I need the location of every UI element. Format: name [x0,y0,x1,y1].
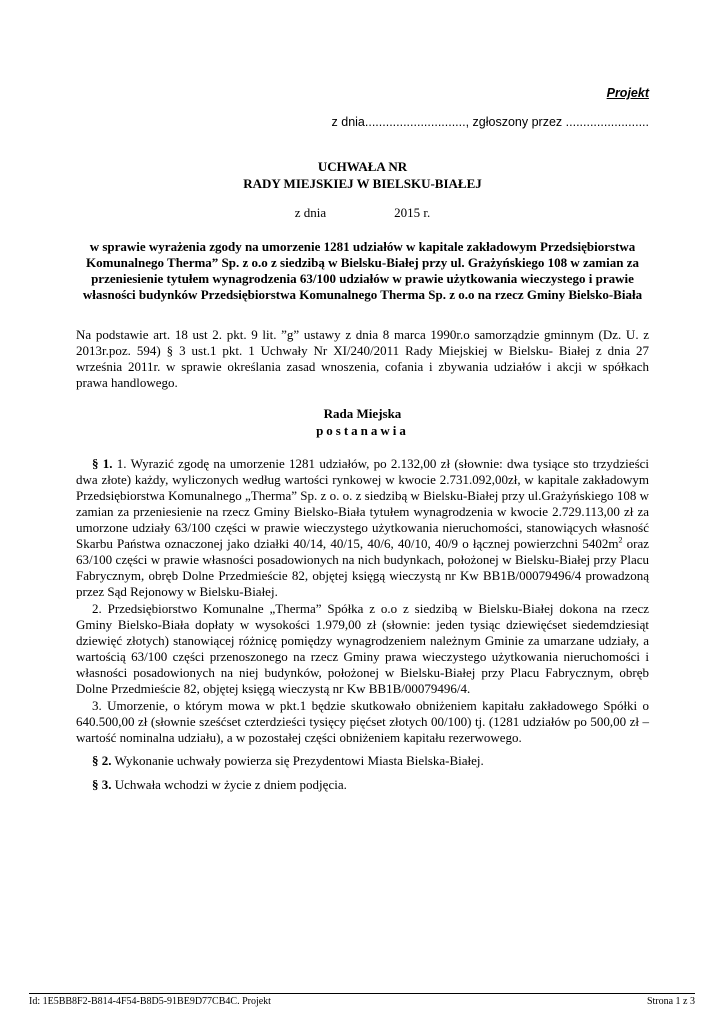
document-id: Id: 1E5BB8F2-B814-4F54-B8D5-91BE9D77CB4C. Projekt [29,996,271,1007]
section-1-text-a: 1. Wyrazić zgodę na umorzenie 1281 udziałów, po 2.132,00 zł (słownie: dwa tysiące sto trzydzieści dwa złote) każdy, wyliczonych według wartości rynkowej w kwocie 2.731.092,00zł, w kapitale zakładowym Przedsiębiorstwa Komunalnego „Therma” Sp. z o. o. z siedzibą w Bielsku-Białej przy ul.Grażyńskiego 108 w zamian za przeniesienie na rzecz Gminy Bielsko-Biała tytułem wynagrodzenia w kwocie 2.729.113,00 zł za umorzone udziały 63/100 części w prawie wieczystego użytkowania nieruchomości, stanowiących własność Skarbu Państwa oznaczonej jako działki 40/14, 40/15, 40/6, 40/10, 40/9 o łącznej powierzchni 5402m [76,456,650,551]
section-1-text-b: oraz 63/100 części w prawie własności posadowionych na nich budynkach, położonej w Bielsku-Białej przy Placu Fabrycznym, obręb Dolne Przedmieście 82, objętej księgą wieczystą nr Kw BB1B/00079496/4 prowadzoną przez Sąd Rejonowy w Bielsku-Białej. [76,536,650,599]
area-unit-superscript: 2 [618,535,623,545]
resolution-number: UCHWAŁA NR [317,159,408,174]
section-3-text: Uchwała wchodzi w życie z dniem podjęcia. [111,777,347,792]
section-1-paragraph-1 [76,456,649,600]
section-1-paragraph-3: 3. Umorzenie, o którym mowa w pkt.1 będzie skutkowało obniżeniem kapitału zakładowego Spółki o 640.500,00 zł (słownie sześćset czterdzieści tysięcy pięćset złotych 00/100) tj. (1281 udziałów po 500,00 zł – wartość nominalna udziału), a w pozostałej części obniżeniem kapitału rezerwowego. [76,698,649,745]
section-2-text: Wykonanie uchwały powierza się Prezydentowi Miasta Bielska-Białej. [111,753,484,768]
resolution-subject: w sprawie wyrażenia zgody na umorzenie 1281 udziałów w kapitale zakładowym Przedsiębiorstwa Komunalnego Therma” Sp. z o.o z siedzibą w Bielsku-Białej przy ul. Grażyńskiego 108 w zamian za przeniesienie tytułem wynagrodzenia 63/100 udziałów w prawie użytkowania wieczystego i prawie własności budynków Przedsiębiorstwa Komunalnego Therma Sp. z o.o na rzecz Gminy Bielsko-Biała [82,239,643,302]
council-name-heading: RADY MIEJSKIEJ W BIELSKU-BIAŁEJ [243,176,482,191]
council-heading: Rada Miejska [323,406,402,421]
section-1-paragraph-2: 2. Przedsiębiorstwo Komunalne „Therma” Spółka z o.o z siedzibą w Bielsku-Białej dokona na rzecz Gminy Bielsko-Biała dopłaty w wysokości 1.979,00 zł (słownie: jeden tysiąc dziewięćset siedemdziesiąt dziewięć złotych) stanowiącej różnicę pomiędzy wynagrodzeniem należnym Gminie za umarzane udziały, a wartością 63/100 części przenoszonego na rzecz Gminy prawa wieczystego użytkowania nieruchomości i własności posadowionych na niej budynków, położonej w Bielsku-Białej przy Placu Fabrycznym, obręb Dolne Przedmieście 82, objętej księgą wieczystą nr Kw BB1B/00079496/4. [76,601,649,696]
projekt-label: Projekt [606,86,649,100]
section-3-paragraph [76,777,649,793]
section-2-label: § 2. [92,753,112,768]
decides-heading: postanawia [316,423,409,438]
submission-date-line: z dnia............................., zgłoszony przez ........................ [331,115,649,129]
section-1-label: § 1. [92,456,113,471]
legal-basis-paragraph: Na podstawie art. 18 ust 2. pkt. 9 lit. ”g” ustawy z dnia 8 marca 1990r.o samorządzie gminnym (Dz. U. z 2013r.poz. 594) § 3 ust.1 pkt. 1 Uchwały Nr XI/240/2011 Rady Miejskiej w Bielsku- Białej z dnia 27 września 2011r. w sprawie określania zasad wnoszenia, cofania i zbywania udziałów i akcji w spółkach prawa handlowego. [76,327,649,390]
date-prefix: z dnia [294,205,327,220]
section-2-paragraph [76,753,649,769]
page-number: Strona 1 z 3 [646,996,695,1007]
footer-divider [29,993,695,994]
date-year: 2015 r. [394,205,431,220]
section-3-label: § 3. [92,777,112,792]
resolution-date [76,205,649,221]
